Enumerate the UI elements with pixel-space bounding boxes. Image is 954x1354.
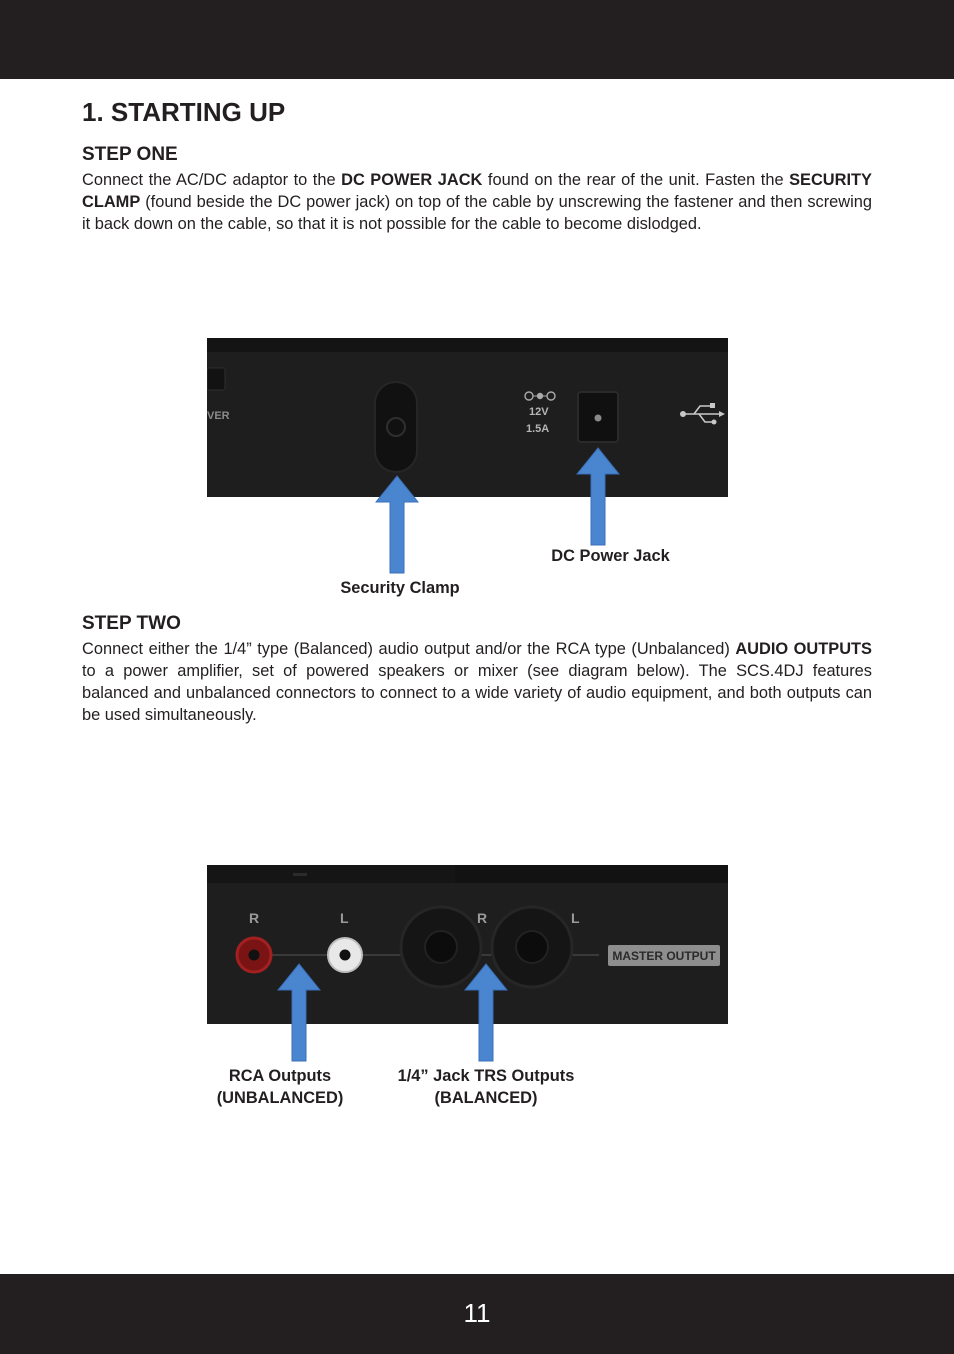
step-one-text-2: found on the rear of the unit. Fasten the bbox=[482, 171, 790, 189]
security-clamp-arrow-icon bbox=[375, 475, 419, 574]
rca-outputs-callout-line1: RCA Outputs bbox=[228, 1067, 332, 1085]
jack-l-label: L bbox=[571, 910, 580, 926]
step-two-text-1: Connect either the 1/4” type (Balanced) audio output and/or the RCA type (Unbalanced) bbox=[82, 640, 736, 658]
section-title: 1. STARTING UP bbox=[82, 97, 286, 127]
audio-outputs-term: AUDIO OUTPUTS bbox=[735, 640, 872, 658]
dc-power-jack-arrow-icon bbox=[576, 447, 620, 546]
current-label: 1.5A bbox=[526, 423, 550, 435]
security-clamp-callout: Security Clamp bbox=[340, 579, 460, 597]
step-one-paragraph bbox=[82, 169, 872, 235]
trs-outputs-callout-line1: 1/4” Jack TRS Outputs bbox=[397, 1067, 575, 1085]
step-one-heading: STEP ONE bbox=[82, 144, 178, 165]
rca-r-label: R bbox=[249, 910, 260, 926]
rca-outputs-arrow-icon bbox=[277, 963, 321, 1062]
power-switch-label: VER bbox=[207, 410, 230, 422]
step-two-text-2: to a power amplifier, set of powered speakers or mixer (see diagram below). The SCS.4DJ features balanced and unbalanced connectors to connect to a wide variety of audio equipment, and both outputs can be used simultaneously. bbox=[82, 662, 872, 724]
trs-outputs-callout bbox=[380, 1065, 592, 1109]
jack-r-label: R bbox=[477, 910, 488, 926]
page-number: 11 bbox=[463, 1298, 491, 1328]
security-clamp-slot bbox=[375, 382, 417, 472]
step-two-paragraph bbox=[82, 638, 872, 726]
step-two-heading: STEP TWO bbox=[82, 613, 181, 634]
rear-panel-power-photo bbox=[207, 338, 728, 497]
rca-outputs-callout-line2: (UNBALANCED) bbox=[216, 1089, 344, 1107]
voltage-label: 12V bbox=[529, 406, 549, 418]
step-one-text-1: Connect the AC/DC adaptor to the bbox=[82, 171, 342, 189]
step-one-text-3: (found beside the DC power jack) on top of the cable by unscrewing the fastener and then screwing it back down on the cable, so that it is not possible for the cable to become dislodged. bbox=[82, 193, 872, 233]
header-bar bbox=[0, 0, 954, 79]
dc-power-jack-term: DC POWER JACK bbox=[341, 171, 483, 189]
trs-outputs-arrow-icon bbox=[464, 963, 508, 1062]
master-output-label: MASTER OUTPUT bbox=[612, 949, 716, 963]
trs-outputs-callout-line2: (BALANCED) bbox=[434, 1089, 538, 1107]
security-clamp-term: SECURITY CLAMP bbox=[82, 171, 872, 211]
rca-l-label: L bbox=[340, 910, 349, 926]
rca-outputs-callout bbox=[200, 1065, 360, 1109]
dc-power-jack-callout: DC Power Jack bbox=[551, 547, 670, 565]
